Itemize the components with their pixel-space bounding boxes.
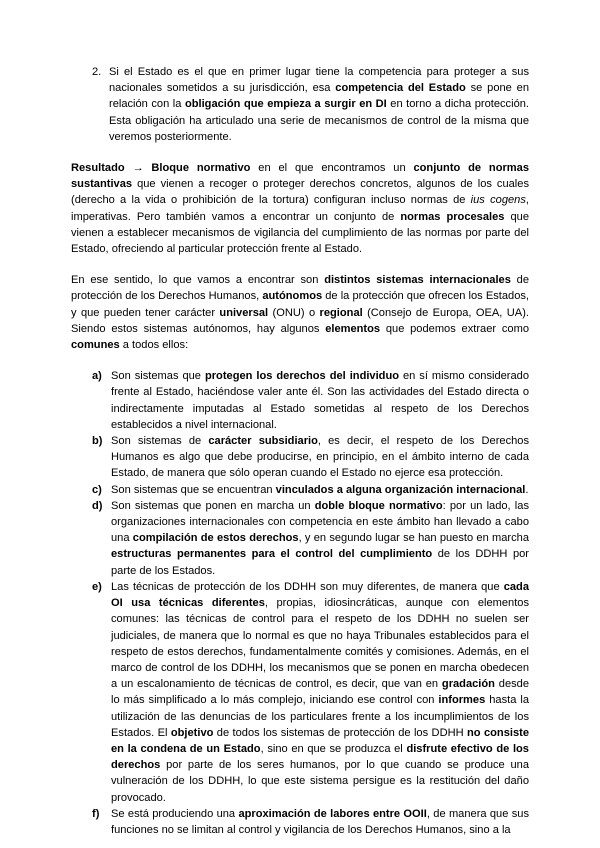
list-item-text xyxy=(111,579,529,806)
text-run: Si el Estado es el que en primer lugar tiene la competencia para proteger a sus nacionales sometidos a su jurisdicción, esa xyxy=(109,66,529,95)
bold-text: obligación que empieza a surgir en DI xyxy=(184,98,387,111)
bold-text: gradación xyxy=(441,678,495,691)
paragraph-resultado xyxy=(71,160,529,257)
text-run: en sí mismo considerado frente al Estado, haciéndose valer ante él. Son las actividades del Estado directa o indirectamente imputadas al Estado sometidas al respeto de los Derechos establecidos a nivel internacional. xyxy=(111,370,530,431)
bold-text: competencia del Estado xyxy=(335,82,466,95)
text-run: de los DDHH por parte de los Estados. xyxy=(111,548,529,577)
bold-text: disfrute efectivo de los derechos xyxy=(111,742,529,772)
bold-text: carácter subsidiario xyxy=(208,435,318,448)
text-run: , de manera que sus funciones no se limitan al control y vigilancia de los Derechos Humanos, sino a la xyxy=(111,807,529,836)
text-run: , propias, idiosincráticas, aunque con elementos comunes: las técnicas de control para el respeto de los DDHH no suelen ser judiciales, de manera que lo normal es que no haya Tribunales establecidos para el respeto de estos derechos, fundamentalmente comités y comisiones. Además, en el marco de control de los DDHH, los mecanismos que se ponen en marcha obedecen a un escalonamiento de técnicas de control, es decir, que van en xyxy=(111,597,529,691)
text-run: Las técnicas de protección de los DDHH son muy diferentes, de manera que xyxy=(111,580,504,593)
text-run: se pone en relación con la xyxy=(109,82,530,111)
bold-text: cada OI usa técnicas diferentes xyxy=(111,580,529,610)
lettered-list xyxy=(92,368,529,838)
text-run: , imperativas. Pero también vamos a encontrar un conjunto de xyxy=(71,194,529,223)
list-item xyxy=(92,498,529,579)
bold-text: Resultado → Bloque normativo xyxy=(71,162,251,175)
text-run: desde lo más simplificado a lo más complejo, iniciando ese control con xyxy=(111,678,529,707)
bold-text: vinculados a alguna organización internacional xyxy=(275,483,526,496)
text-run: Se está produciendo una xyxy=(111,807,239,820)
list-item-label: d) xyxy=(92,499,103,512)
text-run: Son sistemas que ponen en marcha un xyxy=(111,499,315,512)
item-number: 2. xyxy=(92,66,102,78)
bold-text: elementos xyxy=(325,322,381,335)
text-run: En ese sentido, lo que vamos a encontrar son xyxy=(71,274,325,287)
bold-text: no consiste en la condena de un Estado xyxy=(111,726,529,755)
list-item xyxy=(92,579,529,806)
numbered-item-text xyxy=(109,64,529,145)
bold-text: conjunto de normas sustantivas xyxy=(71,162,529,191)
bold-text: normas procesales xyxy=(400,210,505,223)
text-run: , sino en que se produzca el xyxy=(260,742,407,755)
text-run: de todos los sistemas de protección de los DDHH xyxy=(213,726,468,739)
list-item-label: f) xyxy=(92,807,100,820)
list-item-text xyxy=(111,368,529,433)
list-item xyxy=(92,368,529,433)
bold-text: objetivo xyxy=(170,726,214,739)
bold-text: informes xyxy=(438,694,486,707)
list-item-text xyxy=(111,433,529,482)
list-item-label: a) xyxy=(92,370,102,383)
bold-text: universal xyxy=(219,306,269,319)
list-item-text xyxy=(111,806,529,838)
numbered-item xyxy=(92,64,529,145)
text-run: (Consejo de Europa, OEA, UA). Siendo estos sistemas autónomos, hay algunos xyxy=(71,306,529,335)
bold-text: doble bloque normativo xyxy=(314,499,443,512)
text-run: Son sistemas que se encuentran xyxy=(111,483,276,496)
list-item-label: e) xyxy=(92,580,102,593)
list-item xyxy=(92,806,529,838)
text-run: Son sistemas de xyxy=(111,435,209,448)
text-run: Son sistemas que xyxy=(111,370,205,383)
text-run: de protección de los Derechos Humanos, xyxy=(71,274,530,303)
text-run: hasta la utilización de las denuncias de los particulares frente a los incumplimientos de los Estados. El xyxy=(111,694,529,739)
text-run: , y en segundo lugar se han puesto en marcha xyxy=(298,532,530,545)
text-run: que podemos extraer como xyxy=(380,322,529,335)
text-run: por parte de los seres humanos, por lo que cuando se produce una vulneración de los DDHH, lo que este sistema persigue es la restitución del daño provocado. xyxy=(111,759,529,804)
bold-text: estructuras permanentes para el control del cumplimiento xyxy=(111,548,433,561)
text-run: que vienen a establecer mecanismos de vigilancia del cumplimiento de las normas por parte del Estado, ofreciendo al particular protección frente al Estado. xyxy=(71,210,529,256)
text-run: : por un lado, las organizaciones internacionales con competencia en este ámbito han llevado a cabo una xyxy=(111,499,529,545)
list-item-text xyxy=(111,482,529,498)
paragraph-sistemas xyxy=(71,272,529,353)
bold-text: comunes xyxy=(71,339,120,352)
text-run: (ONU) o xyxy=(268,306,320,319)
text-run: . xyxy=(525,483,529,496)
bold-text: aproximación de labores entre OOII xyxy=(238,807,427,820)
text-run: , es decir, el respeto de los Derechos Humanos es algo que debe producirse, en principio, en el ámbito interno de cada Estado, de manera que sólo operan cuando el Estado no ejerce esa protección. xyxy=(111,435,530,480)
text-run: que vienen a recoger o proteger derechos concretos, algunos de los cuales (derecho a la vida o prohibición de la tortura) configuran incluso normas de xyxy=(71,178,529,207)
list-item-label: c) xyxy=(92,483,102,496)
italic-text: ius cogens xyxy=(470,194,526,207)
bold-text: distintos sistemas internacionales xyxy=(324,274,511,287)
text-run: en el que encontramos un xyxy=(250,162,414,175)
text-run: en torno a dicha protección. Esta obligación ha articulado una serie de mecanismos de control de la misma que veremos posteriormente. xyxy=(109,98,529,143)
bold-text: regional xyxy=(319,306,363,319)
list-item xyxy=(92,482,529,498)
list-item-text xyxy=(111,498,529,579)
text-run: a todos ellos: xyxy=(119,339,189,352)
list-item-label: b) xyxy=(92,435,103,448)
document-page xyxy=(71,64,529,838)
bold-text: protegen los derechos del individuo xyxy=(204,370,400,383)
list-item xyxy=(92,433,529,482)
text-run: de la protección que ofrecen los Estados, y que pueden tener carácter xyxy=(71,290,529,319)
bold-text: autónomos xyxy=(262,290,323,303)
bold-text: compilación de estos derechos xyxy=(132,532,299,545)
